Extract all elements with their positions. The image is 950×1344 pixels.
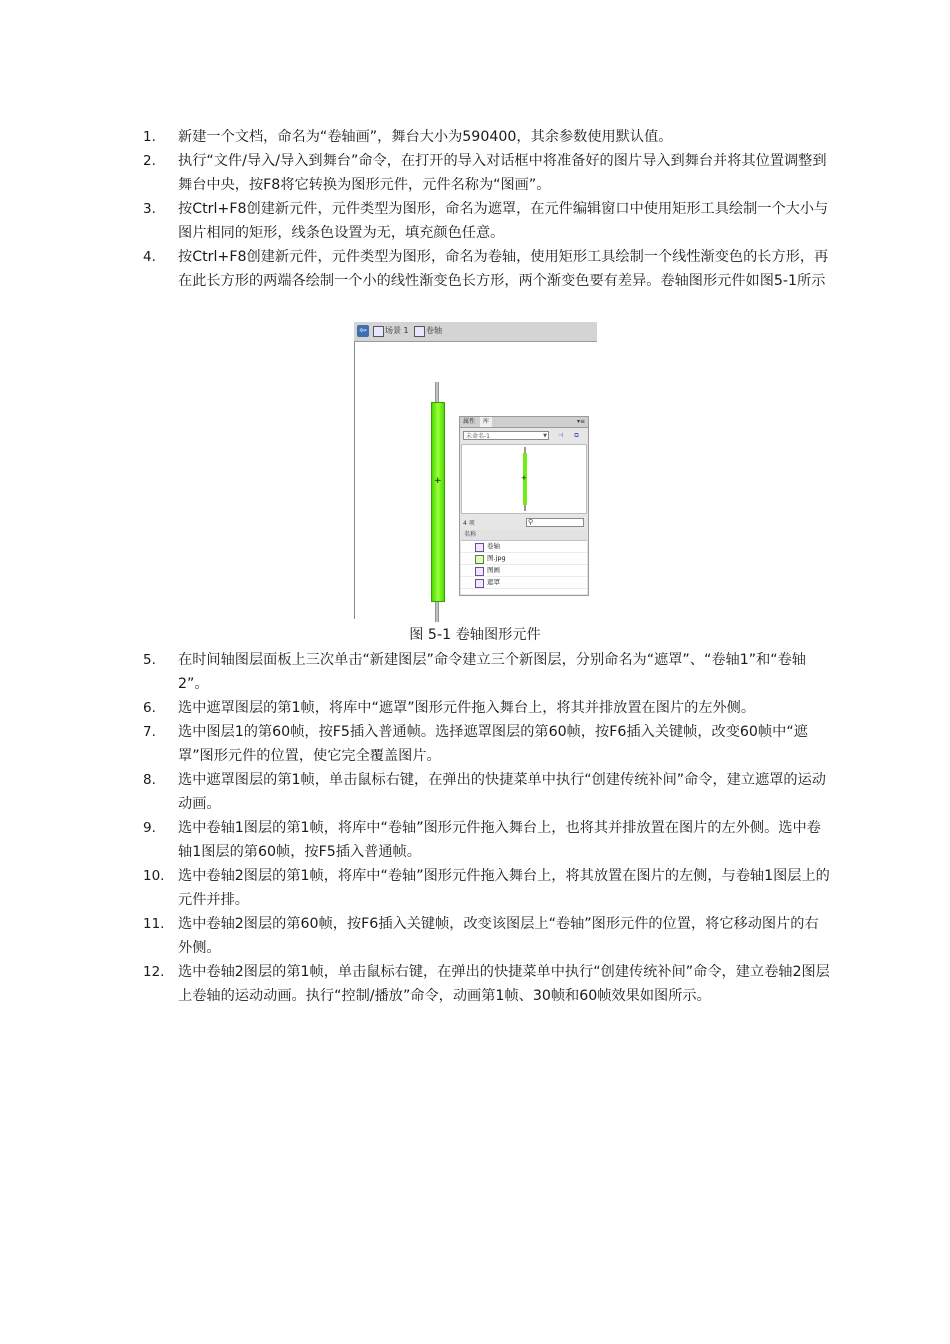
scene-icon bbox=[373, 326, 384, 337]
step-text: 选中遮罩图层的第1帧，将库中“遮罩”图形元件拖入舞台上，将其并排放置在图片的左外侧。 bbox=[178, 700, 756, 716]
step-number: 11. bbox=[143, 916, 165, 932]
back-arrow-icon[interactable]: ⇦ bbox=[357, 325, 369, 337]
step-number: 7. bbox=[143, 724, 156, 740]
registration-point-icon: + bbox=[434, 476, 442, 486]
steps-list-before-figure bbox=[140, 125, 830, 293]
pin-icon[interactable]: ⊣ bbox=[557, 432, 564, 439]
list-item bbox=[140, 816, 830, 864]
step-text: 执行“文件/导入/导入到舞台”命令，在打开的导入对话框中将准备好的图片导入到舞台并将其位置调整到舞台中央，按F8将它转换为图形元件，元件名称为“图画”。 bbox=[178, 153, 827, 193]
library-search-input[interactable] bbox=[526, 518, 584, 527]
list-item bbox=[140, 125, 830, 149]
steps-list-after-figure bbox=[140, 648, 830, 1008]
step-text: 选中卷轴2图层的第1帧，单击鼠标右键，在弹出的快捷菜单中执行“创建传统补间”命令，建立卷轴2图层上卷轴的运动动画。执行“控制/播放”命令，动画第1帧、30帧和60帧效果如图所示。 bbox=[178, 964, 830, 1004]
scroll-bar-graphic bbox=[431, 402, 445, 602]
list-item bbox=[140, 648, 830, 696]
step-text: 选中卷轴2图层的第1帧，将库中“卷轴”图形元件拖入舞台上，将其放置在图片的左侧，与卷轴1图层上的元件并排。 bbox=[178, 868, 830, 908]
graphic-symbol-icon bbox=[475, 543, 484, 552]
stage-area bbox=[354, 342, 598, 619]
step-number: 4. bbox=[143, 249, 156, 265]
breadcrumb-symbol[interactable]: 卷轴 bbox=[426, 326, 442, 335]
library-item-label: 卷轴 bbox=[487, 542, 500, 550]
graphic-symbol-icon bbox=[414, 326, 425, 337]
library-item[interactable] bbox=[461, 541, 587, 553]
new-library-icon[interactable]: ⧉ bbox=[574, 432, 579, 439]
step-number: 8. bbox=[143, 772, 156, 788]
bitmap-icon bbox=[475, 555, 484, 564]
document-select-value: 未命名-1 bbox=[466, 433, 490, 440]
scroll-symbol-figure bbox=[354, 322, 597, 619]
panel-tabs bbox=[460, 417, 588, 428]
step-text: 选中卷轴1图层的第1帧，将库中“卷轴”图形元件拖入舞台上，也将其并排放置在图片的左外侧。选中卷轴1图层的第60帧，按F5插入普通帧。 bbox=[178, 820, 821, 860]
item-count: 4 项 bbox=[463, 520, 475, 527]
step-number: 2. bbox=[143, 153, 156, 169]
list-item bbox=[140, 912, 830, 960]
tab-library[interactable]: 库 bbox=[480, 417, 492, 427]
library-item-list bbox=[461, 530, 587, 594]
list-item bbox=[140, 768, 830, 816]
graphic-symbol-icon bbox=[475, 567, 484, 576]
library-item[interactable] bbox=[461, 577, 587, 589]
library-item-label: 图.jpg bbox=[487, 554, 506, 562]
graphic-symbol-icon bbox=[475, 579, 484, 588]
step-text: 选中卷轴2图层的第60帧，按F6插入关键帧，改变该图层上“卷轴”图形元件的位置，将它移动图片的右外侧。 bbox=[178, 916, 819, 956]
name-column-header[interactable]: 名称 bbox=[461, 530, 587, 541]
breadcrumb-scene[interactable]: 场景 1 bbox=[385, 326, 409, 335]
library-item-label: 遮罩 bbox=[487, 578, 500, 586]
step-number: 10. bbox=[143, 868, 165, 884]
list-item bbox=[140, 245, 830, 293]
step-number: 12. bbox=[143, 964, 165, 980]
edit-bar bbox=[354, 322, 597, 342]
list-item bbox=[140, 149, 830, 197]
step-number: 5. bbox=[143, 652, 156, 668]
library-item[interactable] bbox=[461, 553, 587, 565]
step-text: 按Ctrl+F8创建新元件，元件类型为图形，命名为遮罩，在元件编辑窗口中使用矩形工具绘制一个大小与图片相同的矩形，线条色设置为无，填充颜色任意。 bbox=[178, 201, 829, 241]
step-text: 选中遮罩图层的第1帧，单击鼠标右键，在弹出的快捷菜单中执行“创建传统补间”命令，建立遮罩的运动动画。 bbox=[178, 772, 826, 812]
library-item[interactable] bbox=[461, 565, 587, 577]
step-text: 按Ctrl+F8创建新元件，元件类型为图形，命名为卷轴，使用矩形工具绘制一个线性渐变色的长方形，再在此长方形的两端各绘制一个小的线性渐变色长方形，两个渐变色要有差异。卷轴图形元件如图5-1所示 bbox=[178, 249, 829, 289]
step-text: 选中图层1的第60帧，按F5插入普通帧。选择遮罩图层的第60帧，按F6插入关键帧，改变60帧中“遮罩”图形元件的位置，使它完全覆盖图片。 bbox=[178, 724, 808, 764]
symbol-preview bbox=[461, 444, 587, 514]
step-text: 在时间轴图层面板上三次单击“新建图层”命令建立三个新图层，分别命名为“遮罩”、“卷轴1”和“卷轴2”。 bbox=[178, 652, 806, 692]
step-number: 3. bbox=[143, 201, 156, 217]
library-item-label: 图画 bbox=[487, 566, 500, 574]
list-item bbox=[140, 864, 830, 912]
step-number: 1. bbox=[143, 129, 156, 145]
figure-caption: 图 5-1 卷轴图形元件 bbox=[409, 627, 541, 643]
list-item bbox=[140, 720, 830, 768]
chevron-down-icon: ▼ bbox=[543, 433, 547, 439]
step-text: 新建一个文档，命名为“卷轴画”，舞台大小为590400，其余参数使用默认值。 bbox=[178, 129, 673, 145]
document-select[interactable] bbox=[463, 431, 549, 440]
library-panel bbox=[459, 416, 589, 596]
list-item bbox=[140, 197, 830, 245]
step-number: 6. bbox=[143, 700, 156, 716]
search-icon: ⚲ bbox=[528, 518, 534, 526]
tab-properties[interactable]: 属性 bbox=[463, 418, 476, 425]
list-item bbox=[140, 696, 830, 720]
preview-registration-icon: + bbox=[521, 474, 527, 482]
panel-menu-icon[interactable]: ▾≡ bbox=[576, 418, 585, 425]
list-item bbox=[140, 960, 830, 1008]
step-number: 9. bbox=[143, 820, 156, 836]
